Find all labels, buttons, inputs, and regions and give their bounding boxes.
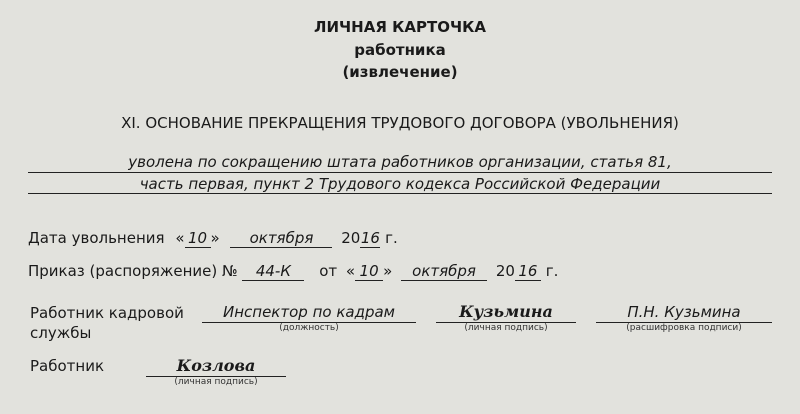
section-title: XI. ОСНОВАНИЕ ПРЕКРАЩЕНИЯ ТРУДОВОГО ДОГОВОРА (УВОЛЬНЕНИЯ)	[121, 114, 679, 132]
reason-line-1: уволена по сокращению штата работников организации, статья 81,	[128, 153, 672, 171]
order-from: от	[319, 262, 338, 280]
dismissal-day: 10	[185, 229, 211, 248]
hr-position-caption: (должность)	[279, 323, 339, 333]
order-row	[28, 262, 558, 281]
open-quote: «	[345, 262, 356, 280]
order-year-unit: г.	[545, 262, 559, 280]
dismissal-month: октября	[230, 229, 332, 248]
dismissal-date-label: Дата увольнения	[28, 229, 165, 247]
reason-underline-2	[28, 193, 772, 194]
hr-worker-label-1: Работник кадровой	[30, 304, 184, 322]
dismissal-year-suffix: 16	[360, 229, 380, 247]
dismissal-year-prefix: 20	[341, 229, 361, 247]
employee-signature-caption: (личная подпись)	[174, 377, 258, 387]
open-quote: «	[175, 229, 185, 247]
employee-signature: Козлова	[176, 356, 256, 375]
card-note: (извлечение)	[342, 63, 458, 81]
employee-label: Работник	[30, 357, 105, 375]
close-quote: »	[383, 262, 393, 280]
hr-position: Инспектор по кадрам	[223, 303, 395, 321]
hr-signature-caption: (личная подпись)	[464, 323, 548, 333]
hr-worker-label-2: службы	[30, 324, 92, 342]
order-label: Приказ (распоряжение) №	[28, 262, 238, 280]
order-year-prefix: 20	[495, 262, 515, 280]
close-quote: »	[210, 229, 220, 247]
dismissal-date-row	[28, 229, 398, 248]
order-month: октября	[401, 262, 487, 281]
order-day: 10	[355, 262, 383, 281]
dismissal-year-unit: г.	[385, 229, 398, 247]
reason-line-2: часть первая, пункт 2 Трудового кодекса Российской Федерации	[139, 175, 661, 193]
card-title: ЛИЧНАЯ КАРТОЧКА	[314, 18, 486, 36]
order-year-suffix: 16	[515, 262, 541, 281]
order-number: 44-К	[242, 262, 304, 281]
hr-signature: Кузьмина	[459, 302, 553, 321]
card-subtitle: работника	[354, 41, 446, 59]
hr-name: П.Н. Кузьмина	[627, 303, 741, 321]
reason-underline-1	[28, 172, 772, 173]
hr-name-caption: (расшифровка подписи)	[626, 323, 742, 333]
